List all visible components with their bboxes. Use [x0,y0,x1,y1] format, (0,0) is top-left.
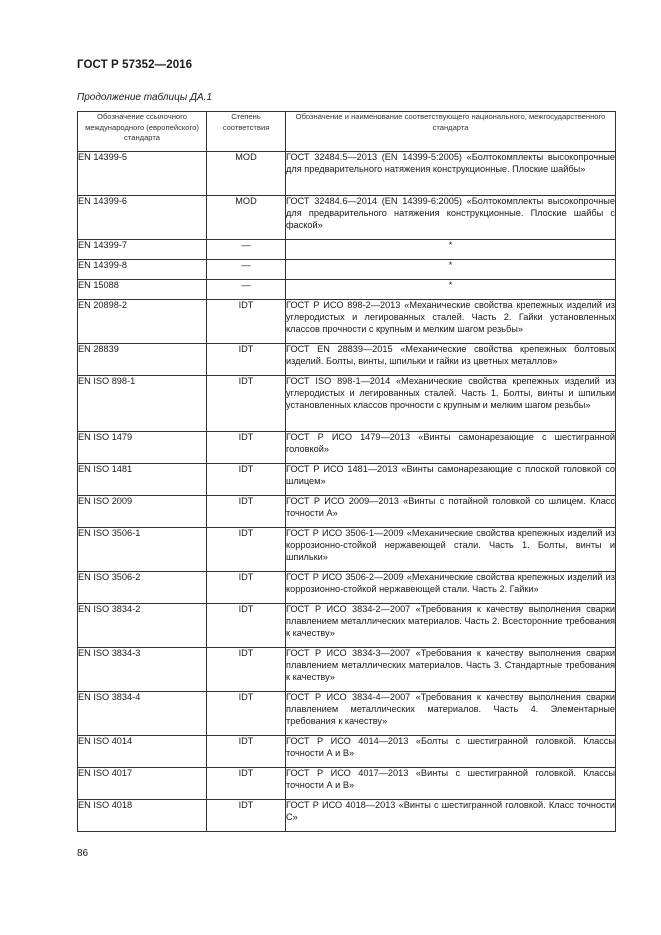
cell-standard: ГОСТ 32484.5—2013 (EN 14399-5:2005) «Болтокомплекты высокопрочные для предварительного натяжения конструкционные. Плоские шайбы» [286,152,616,196]
cell-code: EN ISO 898-1 [78,376,207,432]
cell-standard: ГОСТ EN 28839—2015 «Механические свойства крепежных болтовых изделий. Болты, винты, шпильки и гайки из цветных металлов» [286,344,616,376]
cell-standard: * [286,240,616,260]
cell-standard: ГОСТ Р ИСО 898-2—2013 «Механические свойства крепежных изделий из углеродистых и легированных сталей. Часть 2. Гайки установленных классов прочности с крупным и мелким шагом резьбы» [286,300,616,344]
table-row [78,604,616,648]
table-row [78,152,616,196]
table-caption: Продолжение таблицы ДА.1 [77,92,213,103]
cell-degree: IDT [207,376,286,432]
cell-degree: IDT [207,300,286,344]
table-header-row [78,112,616,152]
table-row [78,196,616,240]
cell-standard: * [286,260,616,280]
cell-code: EN 14399-7 [78,240,207,260]
table-row [78,464,616,496]
cell-code: EN ISO 3834-2 [78,604,207,648]
column-header-degree: Степень соответствия [207,112,286,152]
cell-standard: ГОСТ Р ИСО 1479—2013 «Винты самонарезающие с шестигранной головкой» [286,432,616,464]
cell-degree: IDT [207,464,286,496]
table-row [78,800,616,832]
cell-degree: IDT [207,736,286,768]
document-title: ГОСТ Р 57352—2016 [77,59,193,71]
cell-standard: ГОСТ Р ИСО 3834-2—2007 «Требования к качеству выполнения сварки плавлением металлических материалов. Часть 2. Всесторонние требования к качеству» [286,604,616,648]
cell-standard: ГОСТ Р ИСО 3834-3—2007 «Требования к качеству выполнения сварки плавлением металлических материалов. Часть 3. Стандартные требования к качеству» [286,648,616,692]
cell-degree: IDT [207,692,286,736]
cell-degree: IDT [207,572,286,604]
standards-table [77,111,616,832]
cell-standard: ГОСТ Р ИСО 4014—2013 «Болты с шестигранной головкой. Классы точности А и В» [286,736,616,768]
table-row [78,376,616,432]
column-header-national-standard: Обозначение и наименование соответствующего национального, межгосударственного стандарта [286,112,616,152]
cell-standard: ГОСТ ISO 898-1—2014 «Механические свойства крепежных изделий из углеродистых и легированных сталей. Часть 1. Болты, винты и шпильки установленных классов прочности с крупным и мелким шагом резьбы» [286,376,616,432]
cell-code: EN ISO 2009 [78,496,207,528]
column-header-reference-standard: Обозначение ссылочного международного (европейского) стандарта [78,112,207,152]
table-row [78,300,616,344]
cell-degree: IDT [207,800,286,832]
table-row [78,572,616,604]
table-row [78,736,616,768]
cell-code: EN 14399-5 [78,152,207,196]
cell-code: EN ISO 3834-3 [78,648,207,692]
cell-standard: ГОСТ Р ИСО 2009—2013 «Винты с потайной головкой со шлицем. Класс точности А» [286,496,616,528]
cell-code: EN 14399-6 [78,196,207,240]
table-row [78,260,616,280]
cell-code: EN ISO 4018 [78,800,207,832]
cell-degree: IDT [207,432,286,464]
cell-degree: — [207,280,286,300]
cell-degree: IDT [207,528,286,572]
cell-degree: MOD [207,152,286,196]
cell-degree: IDT [207,496,286,528]
cell-code: EN ISO 1481 [78,464,207,496]
table-row [78,240,616,260]
cell-code: EN ISO 1479 [78,432,207,464]
cell-code: EN ISO 4014 [78,736,207,768]
table-row [78,692,616,736]
cell-standard: ГОСТ Р ИСО 3506-2—2009 «Механические свойства крепежных изделий из коррозионно-стойкой нержавеющей стали. Часть 2. Гайки» [286,572,616,604]
cell-code: EN 15088 [78,280,207,300]
table-row [78,768,616,800]
cell-code: EN 28839 [78,344,207,376]
cell-standard: ГОСТ Р ИСО 3834-4—2007 «Требования к качеству выполнения сварки плавлением металлических материалов. Часть 4. Элементарные требования к качеству» [286,692,616,736]
table-row [78,648,616,692]
cell-code: EN ISO 3834-4 [78,692,207,736]
cell-code: EN ISO 3506-1 [78,528,207,572]
cell-degree: MOD [207,196,286,240]
cell-code: EN 14399-8 [78,260,207,280]
cell-standard: ГОСТ 32484.6—2014 (EN 14399-6:2005) «Болтокомплекты высокопрочные для предварительного натяжения конструкционные. Плоские шайбы с фаской» [286,196,616,240]
cell-code: EN ISO 4017 [78,768,207,800]
table-row [78,280,616,300]
table-row [78,528,616,572]
page-number: 86 [77,848,89,859]
cell-code: EN 20898-2 [78,300,207,344]
cell-degree: IDT [207,648,286,692]
cell-standard: ГОСТ Р ИСО 1481—2013 «Винты самонарезающие с плоской головкой со шлицем» [286,464,616,496]
cell-standard: ГОСТ Р ИСО 4017—2013 «Винты с шестигранной головкой. Классы точности А и В» [286,768,616,800]
cell-code: EN ISO 3506-2 [78,572,207,604]
table-row [78,496,616,528]
cell-degree: IDT [207,604,286,648]
cell-standard: ГОСТ Р ИСО 3506-1—2009 «Механические свойства крепежных изделий из коррозионно-стойкой нержавеющей стали. Часть 1. Болты, винты и шпильки» [286,528,616,572]
cell-standard: ГОСТ Р ИСО 4018—2013 «Винты с шестигранной головкой. Класс точности С» [286,800,616,832]
cell-degree: — [207,260,286,280]
cell-degree: — [207,240,286,260]
table-row [78,432,616,464]
cell-degree: IDT [207,344,286,376]
table-row [78,344,616,376]
cell-standard: * [286,280,616,300]
cell-degree: IDT [207,768,286,800]
